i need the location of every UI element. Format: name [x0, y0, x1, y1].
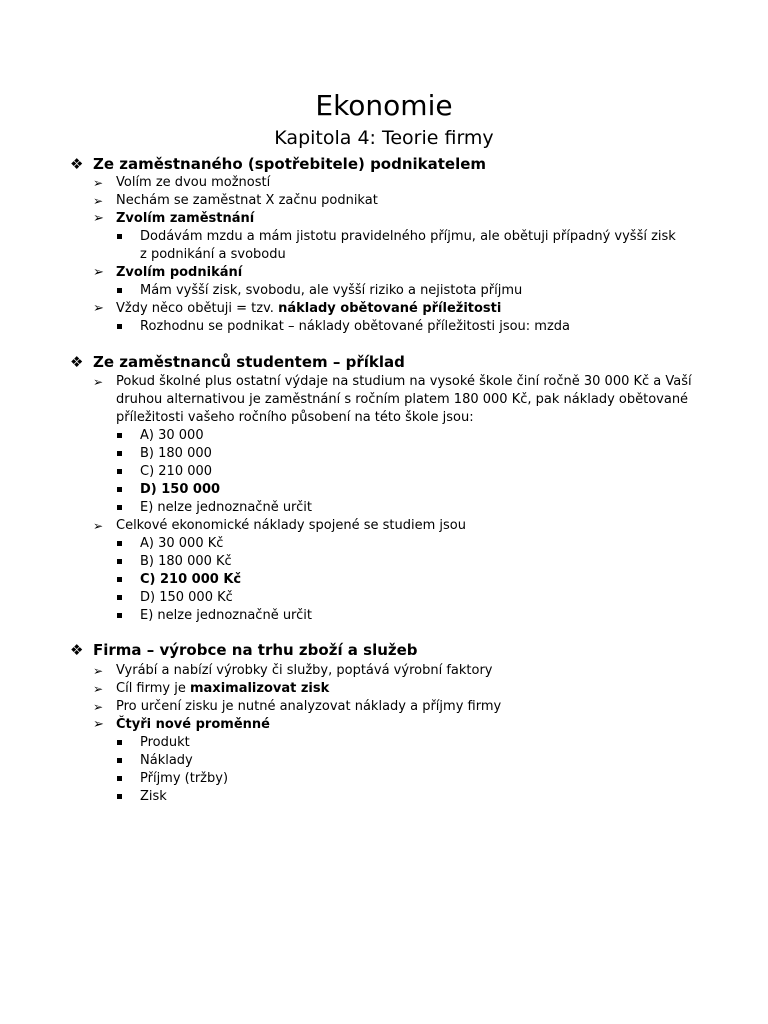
question-text: příležitosti vašeho ročního působení na této škole jsou:	[116, 410, 474, 425]
list-item: Produkt	[140, 735, 190, 750]
square-bullet-icon	[117, 758, 122, 763]
list-item: Zvolím podnikání	[116, 265, 243, 280]
square-bullet-icon	[117, 577, 122, 582]
arrow-bullet-icon: ➢	[93, 700, 104, 714]
chapter-subtitle: Kapitola 4: Teorie firmy	[274, 127, 494, 149]
arrow-bullet-icon: ➢	[93, 301, 104, 316]
square-bullet-icon	[117, 324, 122, 329]
answer-option: A) 30 000	[140, 428, 204, 443]
square-bullet-icon	[117, 776, 122, 781]
arrow-bullet-icon: ➢	[93, 375, 104, 389]
diamond-bullet-icon: ❖	[70, 641, 84, 659]
square-bullet-icon	[117, 794, 122, 799]
list-item: Zvolím zaměstnání	[116, 211, 255, 226]
square-bullet-icon	[117, 433, 122, 438]
answer-option: C) 210 000	[140, 464, 213, 479]
list-item-emphasis: maximalizovat zisk	[189, 681, 330, 696]
arrow-bullet-icon: ➢	[93, 265, 104, 280]
square-bullet-icon	[117, 613, 122, 618]
list-item-text: Cíl firmy je	[116, 681, 190, 696]
question-text: Celkové ekonomické náklady spojené se studiem jsou	[116, 518, 466, 533]
arrow-bullet-icon: ➢	[93, 176, 104, 190]
section-heading: Ze zaměstnaného (spotřebitele) podnikatelem	[93, 155, 487, 173]
list-item: Náklady	[140, 753, 193, 768]
list-item	[116, 680, 329, 698]
document-title: Ekonomie	[315, 89, 453, 122]
list-item-emphasis: náklady obětované příležitosti	[278, 301, 502, 316]
square-bullet-icon	[117, 288, 122, 293]
square-bullet-icon	[117, 487, 122, 492]
section-heading: Firma – výrobce na trhu zboží a služeb	[93, 641, 418, 659]
square-bullet-icon	[117, 541, 122, 546]
square-bullet-icon	[117, 469, 122, 474]
diamond-bullet-icon: ❖	[70, 353, 84, 371]
answer-option-correct: D) 150 000	[140, 482, 221, 497]
list-item: Pro určení zisku je nutné analyzovat náklady a příjmy firmy	[116, 699, 502, 714]
answer-option: B) 180 000 Kč	[140, 554, 232, 569]
arrow-bullet-icon: ➢	[93, 519, 104, 533]
square-bullet-icon	[117, 505, 122, 510]
answer-option: B) 180 000	[140, 446, 212, 461]
answer-option: D) 150 000 Kč	[140, 590, 233, 605]
list-item: Volím ze dvou možností	[116, 175, 271, 190]
answer-option: A) 30 000 Kč	[140, 536, 224, 551]
square-bullet-icon	[117, 451, 122, 456]
answer-option-correct: C) 210 000 Kč	[140, 572, 242, 587]
square-bullet-icon	[117, 740, 122, 745]
list-item: Příjmy (tržby)	[140, 771, 229, 786]
list-item: Čtyři nové proměnné	[116, 717, 270, 732]
square-bullet-icon	[117, 595, 122, 600]
arrow-bullet-icon: ➢	[93, 211, 104, 226]
arrow-bullet-icon: ➢	[93, 664, 104, 678]
arrow-bullet-icon: ➢	[93, 194, 104, 208]
list-item: Vyrábí a nabízí výrobky či služby, poptává výrobní faktory	[116, 663, 493, 678]
list-item: Dodávám mzdu a mám jistotu pravidelného příjmu, ale obětuji případný vyšší zisk	[140, 229, 676, 244]
section-heading: Ze zaměstnanců studentem – příklad	[93, 353, 405, 371]
answer-option: E) nelze jednoznačně určit	[140, 608, 312, 623]
diamond-bullet-icon: ❖	[70, 155, 84, 173]
list-item: Mám vyšší zisk, svobodu, ale vyšší riziko a nejistota příjmu	[140, 283, 523, 298]
list-item	[116, 300, 501, 318]
arrow-bullet-icon: ➢	[93, 682, 104, 696]
list-item-continuation: z podnikání a svobodu	[140, 247, 286, 262]
list-item-text: Vždy něco obětuji = tzv.	[116, 301, 279, 316]
list-item: Rozhodnu se podnikat – náklady obětované příležitosti jsou: mzda	[140, 319, 571, 334]
answer-option: E) nelze jednoznačně určit	[140, 500, 312, 515]
list-item: Zisk	[140, 789, 167, 804]
question-text: Pokud školné plus ostatní výdaje na studium na vysoké škole činí ročně 30 000 Kč a Vaší	[116, 374, 692, 389]
square-bullet-icon	[117, 234, 122, 239]
list-item: Nechám se zaměstnat X začnu podnikat	[116, 193, 378, 208]
arrow-bullet-icon: ➢	[93, 717, 104, 732]
question-text: druhou alternativou je zaměstnání s ročním platem 180 000 Kč, pak náklady obětované	[116, 392, 689, 407]
square-bullet-icon	[117, 559, 122, 564]
